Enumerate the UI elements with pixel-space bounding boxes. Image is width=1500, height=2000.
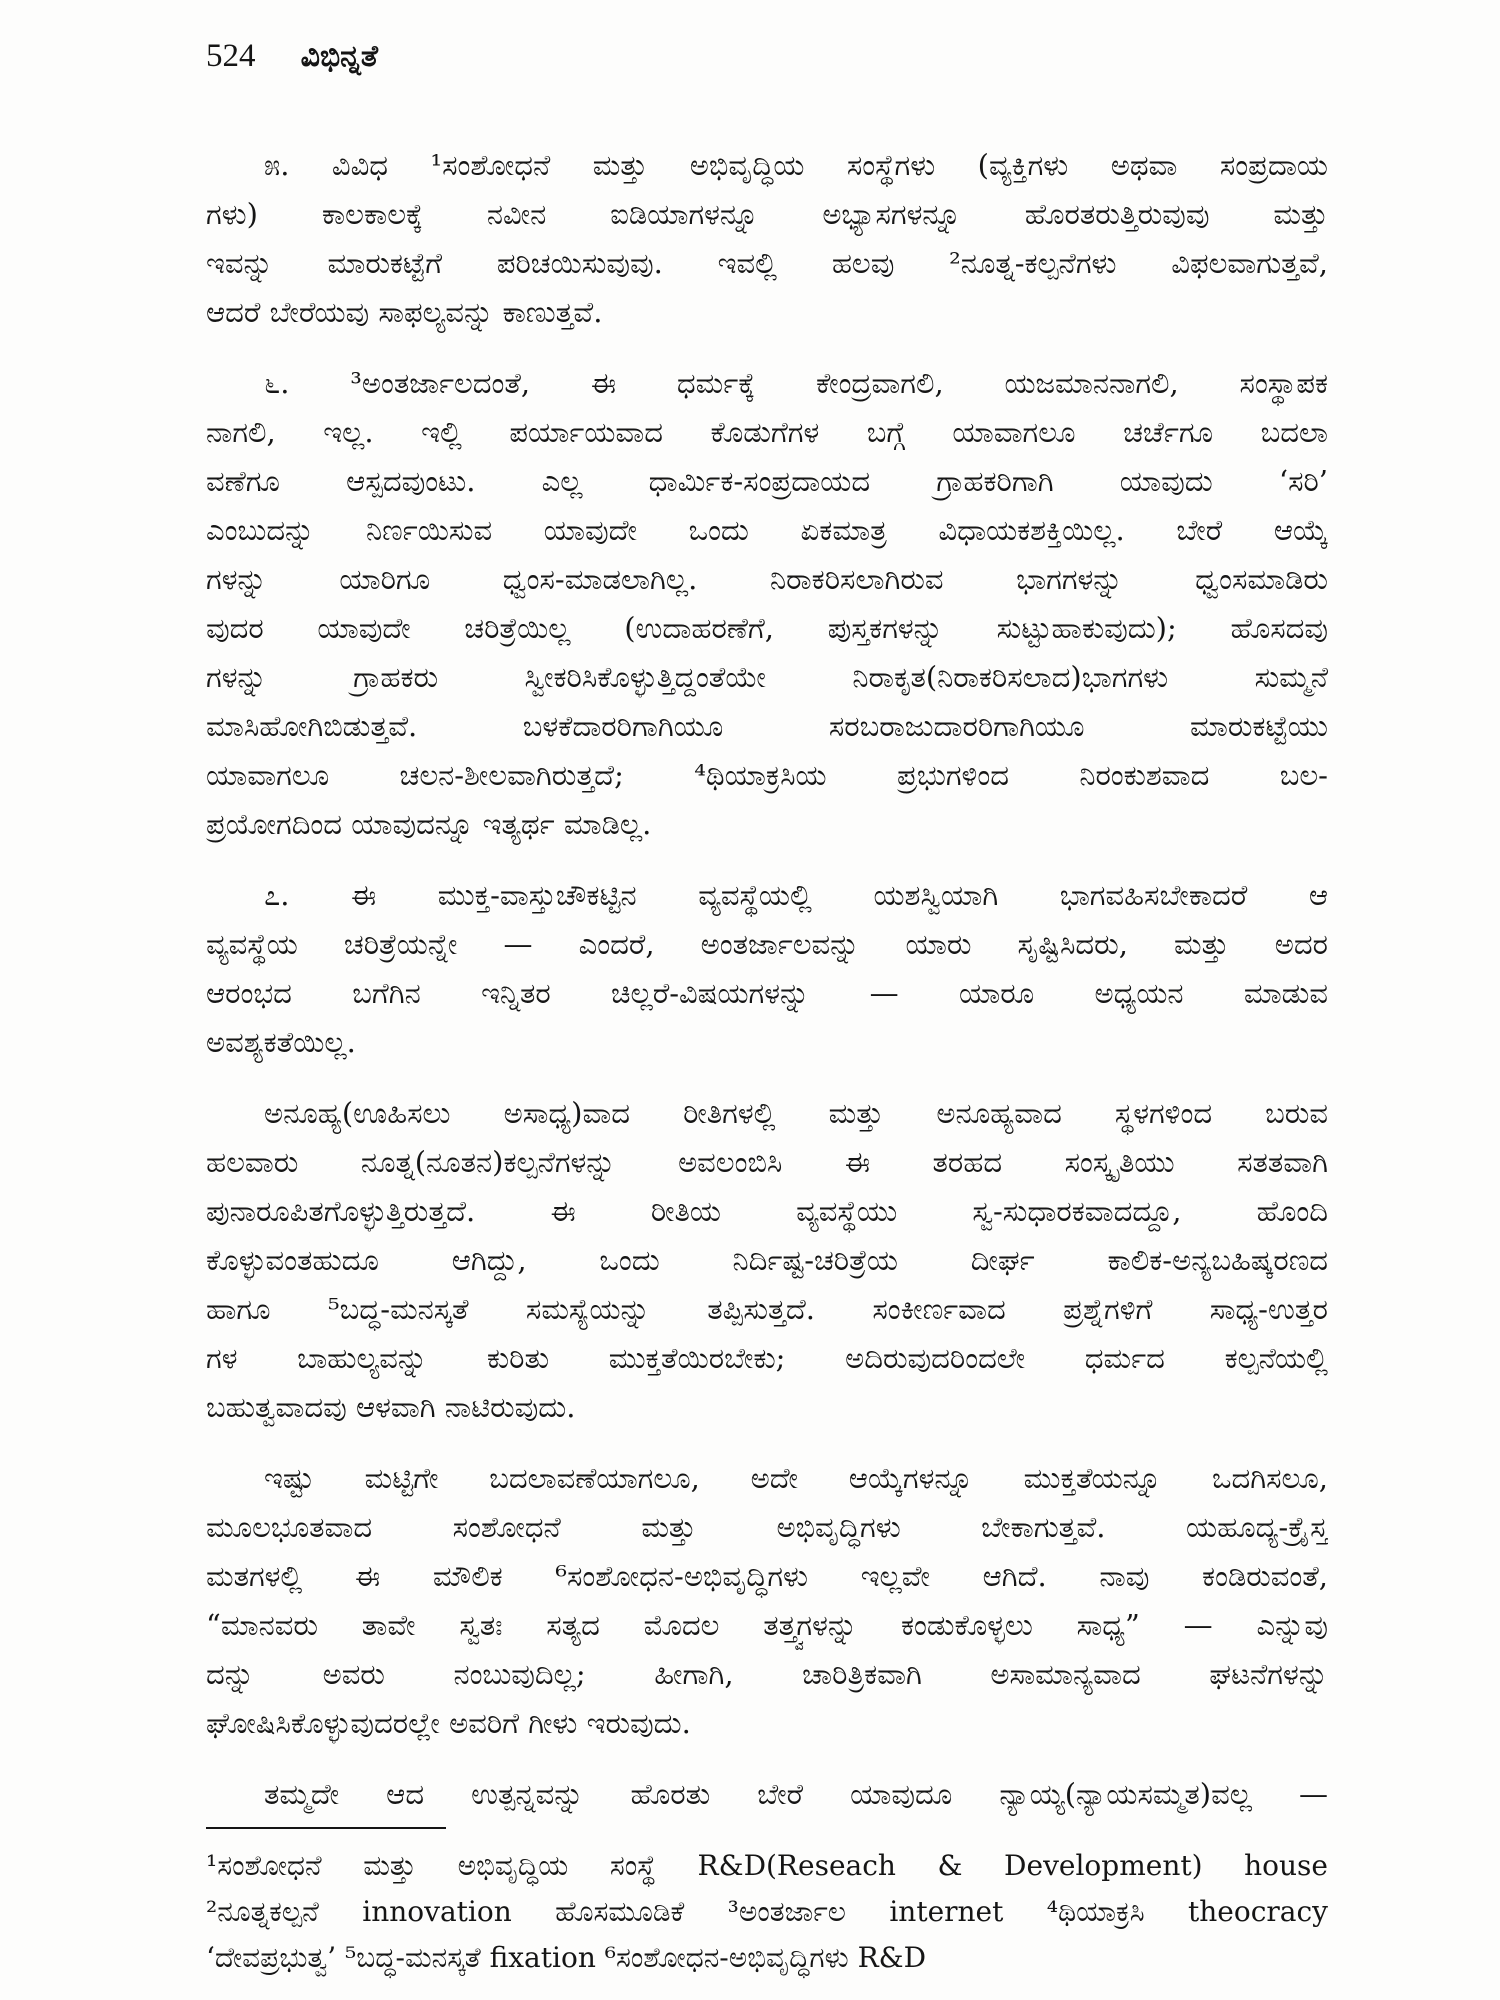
paragraph-line: ಅವಶ್ಯಕತೆಯಿಲ್ಲ.	[206, 1025, 356, 1059]
paragraph-line: ೭. ಈ ಮುಕ್ತ-ವಾಸ್ತುಚೌಕಟ್ಟಿನ ವ್ಯವಸ್ಥೆಯಲ್ಲಿ ಯಶಸ್ವಿಯಾಗಿ ಭಾಗವಹಿಸಬೇಕಾದರೆ ಆ	[264, 878, 1328, 912]
paragraph	[206, 1089, 1328, 1432]
paragraph-line: ಮೂಲಭೂತವಾದ ಸಂಶೋಧನೆ ಮತ್ತು ಅಭಿವೃದ್ಧಿಗಳು ಬೇಕಾಗುತ್ತವೆ. ಯಹೂದ್ಯ-ಕ್ರೈಸ್ತ	[206, 1510, 1328, 1544]
footnote-rule	[206, 1827, 446, 1829]
paragraph-point-5	[206, 141, 1328, 337]
footnote-line: ‘ದೇವಪ್ರಭುತ್ವ’ ⁵ಬದ್ಧ-ಮನಸ್ಕತೆ fixation ⁶ಸಂಶೋಧನ-ಅಭಿವೃದ್ಧಿಗಳು R&D	[206, 1941, 927, 1974]
footnote-line: ²ನೂತ್ನಕಲ್ಪನೆ innovation ಹೊಸಮೂಡಿಕೆ ³ಅಂತರ್ಜಾಲ internet ⁴ಥಿಯಾಕ್ರಸಿ theocracy	[206, 1895, 1328, 1928]
paragraph-line: ಹಲವಾರು ನೂತ್ನ(ನೂತನ)ಕಲ್ಪನೆಗಳನ್ನು ಅವಲಂಬಿಸಿ ಈ ತರಹದ ಸಂಸ್ಕೃತಿಯು ಸತತವಾಗಿ	[206, 1145, 1328, 1179]
paragraph-line: ೫. ವಿವಿಧ ¹ಸಂಶೋಧನೆ ಮತ್ತು ಅಭಿವೃದ್ಧಿಯ ಸಂಸ್ಥೆಗಳು (ವ್ಯಕ್ತಿಗಳು ಅಥವಾ ಸಂಪ್ರದಾಯ	[264, 148, 1328, 182]
paragraph-line: ಘೋಷಿಸಿಕೊಳ್ಳುವುದರಲ್ಲೇ ಅವರಿಗೆ ಗೀಳು ಇರುವುದು.	[206, 1706, 691, 1740]
paragraph-line: ಪ್ರಯೋಗದಿಂದ ಯಾವುದನ್ನೂ ಇತ್ಯರ್ಥ ಮಾಡಿಲ್ಲ.	[206, 807, 652, 841]
page-header	[206, 34, 378, 78]
paragraph-line: ಯಾವಾಗಲೂ ಚಲನ-ಶೀಲವಾಗಿರುತ್ತದೆ; ⁴ಥಿಯಾಕ್ರಸಿಯ ಪ್ರಭುಗಳಿಂದ ನಿರಂಕುಶವಾದ ಬಲ-	[206, 758, 1328, 792]
paragraph-line: ಗಳು) ಕಾಲಕಾಲಕ್ಕೆ ನವೀನ ಐಡಿಯಾಗಳನ್ನೂ ಅಭ್ಯಾಸಗಳನ್ನೂ ಹೊರತರುತ್ತಿರುವುವು ಮತ್ತು	[206, 197, 1328, 231]
paragraph-line: ವ್ಯವಸ್ಥೆಯ ಚರಿತ್ರೆಯನ್ನೇ — ಎಂದರೆ, ಅಂತರ್ಜಾಲವನ್ನು ಯಾರು ಸೃಷ್ಟಿಸಿದರು, ಮತ್ತು ಅದರ	[206, 927, 1328, 961]
paragraph-line: ೬. ³ಅಂತರ್ಜಾಲದಂತೆ, ಈ ಧರ್ಮಕ್ಕೆ ಕೇಂದ್ರವಾಗಲಿ, ಯಜಮಾನನಾಗಲಿ, ಸಂಸ್ಥಾಪಕ	[264, 366, 1328, 400]
paragraph-line: ಗಳನ್ನು ಗ್ರಾಹಕರು ಸ್ವೀಕರಿಸಿಕೊಳ್ಳುತ್ತಿದ್ದಂತೆಯೇ ನಿರಾಕೃತ(ನಿರಾಕರಿಸಲಾದ)ಭಾಗಗಳು ಸುಮ್ಮನೆ	[206, 660, 1328, 694]
footnote-line: ¹ಸಂಶೋಧನೆ ಮತ್ತು ಅಭಿವೃದ್ಧಿಯ ಸಂಸ್ಥೆ R&D(Reseach & Development) house	[206, 1849, 1328, 1882]
paragraph-line: ಬಹುತ್ವವಾದವು ಆಳವಾಗಿ ನಾಟಿರುವುದು.	[206, 1390, 576, 1424]
paragraph-point-7	[206, 871, 1328, 1067]
paragraph-line: ದನ್ನು ಅವರು ನಂಬುವುದಿಲ್ಲ; ಹೀಗಾಗಿ, ಚಾರಿತ್ರಿಕವಾಗಿ ಅಸಾಮಾನ್ಯವಾದ ಘಟನೆಗಳನ್ನು	[206, 1657, 1328, 1691]
paragraph-line: ಇವನ್ನು ಮಾರುಕಟ್ಟೆಗೆ ಪರಿಚಯಿಸುವುವು. ಇವಲ್ಲಿ ಹಲವು ²ನೂತ್ನ-ಕಲ್ಪನೆಗಳು ವಿಫಲವಾಗುತ್ತವೆ,	[206, 246, 1328, 280]
paragraph-line: ಆದರೆ ಬೇರೆಯವು ಸಾಫಲ್ಯವನ್ನು ಕಾಣುತ್ತವೆ.	[206, 295, 603, 329]
page-number: 524	[206, 38, 256, 74]
paragraph-line: ಗಳ ಬಾಹುಲ್ಯವನ್ನು ಕುರಿತು ಮುಕ್ತತೆಯಿರಬೇಕು; ಅದಿರುವುದರಿಂದಲೇ ಧರ್ಮದ ಕಲ್ಪನೆಯಲ್ಲಿ	[206, 1341, 1328, 1375]
paragraph	[206, 1454, 1328, 1748]
footnotes	[206, 1843, 1328, 1981]
paragraph-line: ಅನೂಹ್ಯ(ಊಹಿಸಲು ಅಸಾಧ್ಯ)ವಾದ ರೀತಿಗಳಲ್ಲಿ ಮತ್ತು ಅನೂಹ್ಯವಾದ ಸ್ಥಳಗಳಿಂದ ಬರುವ	[264, 1096, 1328, 1130]
paragraph-line: ತಮ್ಮದೇ ಆದ ಉತ್ಪನ್ನವನ್ನು ಹೊರತು ಬೇರೆ ಯಾವುದೂ ನ್ಯಾಯ್ಯ(ನ್ಯಾಯಸಮ್ಮತ)ವಲ್ಲ —	[264, 1777, 1328, 1811]
paragraph-line: ನಾಗಲಿ, ಇಲ್ಲ. ಇಲ್ಲಿ ಪರ್ಯಾಯವಾದ ಕೊಡುಗೆಗಳ ಬಗ್ಗೆ ಯಾವಾಗಲೂ ಚರ್ಚೆಗೂ ಬದಲಾ	[206, 415, 1328, 449]
main-text	[206, 141, 1328, 1819]
paragraph-point-6	[206, 359, 1328, 849]
running-title: ವಿಭಿನ್ನತೆ	[300, 39, 378, 74]
paragraph-line: ವುದರ ಯಾವುದೇ ಚರಿತ್ರೆಯಿಲ್ಲ (ಉದಾಹರಣೆಗೆ, ಪುಸ್ತಕಗಳನ್ನು ಸುಟ್ಟುಹಾಕುವುದು); ಹೊಸದವು	[206, 611, 1328, 645]
paragraph-line: ಎಂಬುದನ್ನು ನಿರ್ಣಯಿಸುವ ಯಾವುದೇ ಒಂದು ಏಕಮಾತ್ರ ವಿಧಾಯಕಶಕ್ತಿಯಿಲ್ಲ. ಬೇರೆ ಆಯ್ಕೆ	[206, 513, 1328, 547]
paragraph-continued	[206, 1770, 1328, 1819]
paragraph-line: ಮತಗಳಲ್ಲಿ ಈ ಮೌಲಿಕ ⁶ಸಂಶೋಧನ-ಅಭಿವೃದ್ಧಿಗಳು ಇಲ್ಲವೇ ಆಗಿದೆ. ನಾವು ಕಂಡಿರುವಂತೆ,	[206, 1559, 1328, 1593]
paragraph-line: ವಣೆಗೂ ಆಸ್ಪದವುಂಟು. ಎಲ್ಲ ಧಾರ್ಮಿಕ-ಸಂಪ್ರದಾಯದ ಗ್ರಾಹಕರಿಗಾಗಿ ಯಾವುದು ‘ಸರಿ’	[206, 464, 1328, 498]
paragraph-line: ಇಷ್ಟು ಮಟ್ಟಿಗೇ ಬದಲಾವಣೆಯಾಗಲೂ, ಅದೇ ಆಯ್ಕೆಗಳನ್ನೂ ಮುಕ್ತತೆಯನ್ನೂ ಒದಗಿಸಲೂ,	[264, 1461, 1328, 1495]
paragraph-line: ಕೊಳ್ಳುವಂತಹುದೂ ಆಗಿದ್ದು, ಒಂದು ನಿರ್ದಿಷ್ಟ-ಚರಿತ್ರೆಯ ದೀರ್ಘ ಕಾಲಿಕ-ಅನ್ಯಬಹಿಷ್ಕರಣದ	[206, 1243, 1328, 1277]
paragraph-line: ಆರಂಭದ ಬಗೆಗಿನ ಇನ್ನಿತರ ಚಿಲ್ಲರೆ-ವಿಷಯಗಳನ್ನು — ಯಾರೂ ಅಧ್ಯಯನ ಮಾಡುವ	[206, 976, 1328, 1010]
paragraph-line: ಗಳನ್ನು ಯಾರಿಗೂ ಧ್ವಂಸ-ಮಾಡಲಾಗಿಲ್ಲ. ನಿರಾಕರಿಸಲಾಗಿರುವ ಭಾಗಗಳನ್ನು ಧ್ವಂಸಮಾಡಿರು	[206, 562, 1328, 596]
paragraph-line: ಹಾಗೂ ⁵ಬದ್ಧ-ಮನಸ್ಕತೆ ಸಮಸ್ಯೆಯನ್ನು ತಪ್ಪಿಸುತ್ತದೆ. ಸಂಕೀರ್ಣವಾದ ಪ್ರಶ್ನೆಗಳಿಗೆ ಸಾಧ್ಯ-ಉತ್ತರ	[206, 1292, 1328, 1326]
paragraph-line: “ಮಾನವರು ತಾವೇ ಸ್ವತಃ ಸತ್ಯದ ಮೊದಲ ತತ್ತ್ವಗಳನ್ನು ಕಂಡುಕೊಳ್ಳಲು ಸಾಧ್ಯ” — ಎನ್ನುವು	[206, 1608, 1328, 1642]
paragraph-line: ಪುನಾರೂಪಿತಗೊಳ್ಳುತ್ತಿರುತ್ತದೆ. ಈ ರೀತಿಯ ವ್ಯವಸ್ಥೆಯು ಸ್ವ-ಸುಧಾರಕವಾದದ್ದೂ, ಹೊಂದಿ	[206, 1194, 1328, 1228]
paragraph-line: ಮಾಸಿಹೋಗಿಬಿಡುತ್ತವೆ. ಬಳಕೆದಾರರಿಗಾಗಿಯೂ ಸರಬರಾಜುದಾರರಿಗಾಗಿಯೂ ಮಾರುಕಟ್ಟೆಯು	[206, 709, 1328, 743]
